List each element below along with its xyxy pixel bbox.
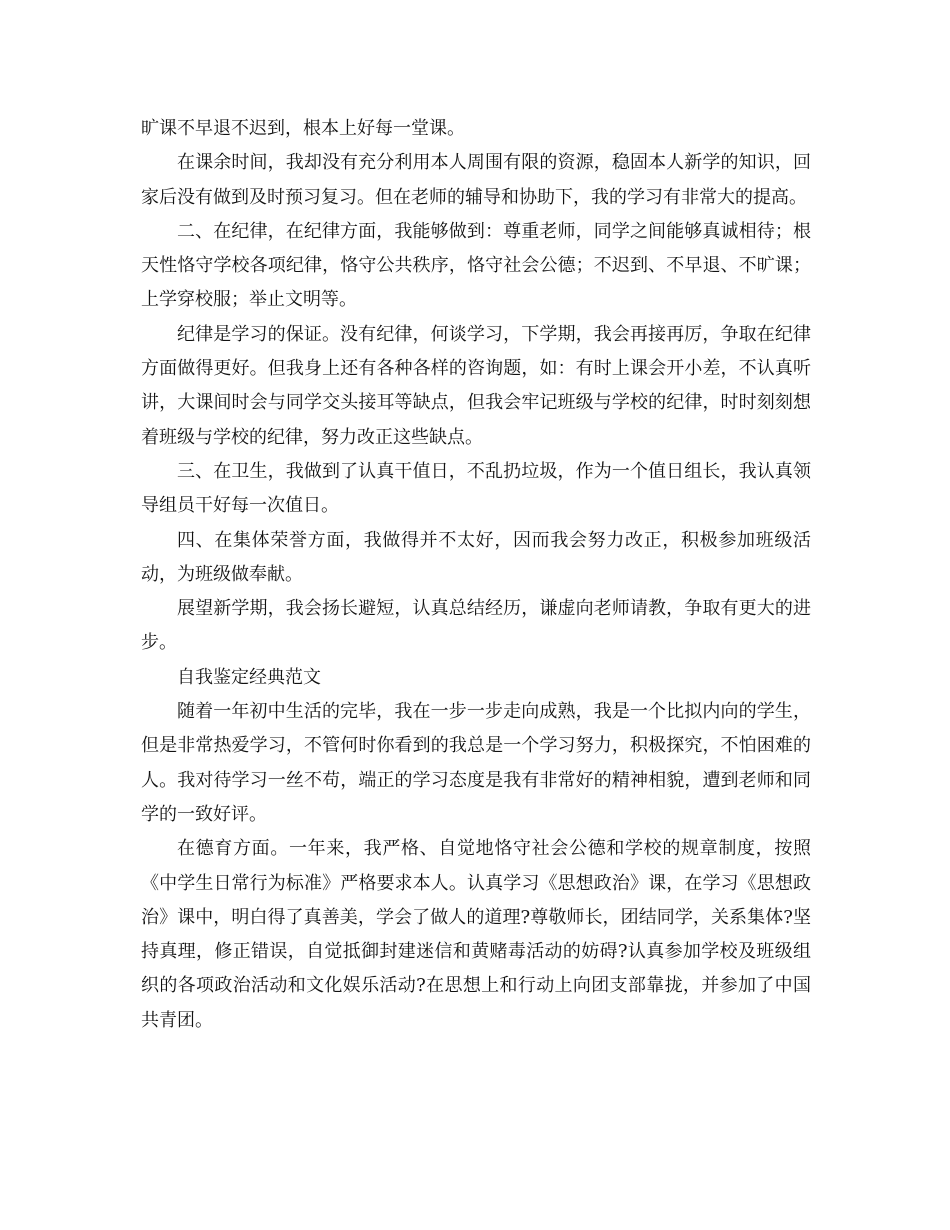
- paragraph-discipline: 二、在纪律，在纪律方面，我能够做到：尊重老师，同学之间能够真诚相待；根天性恪守学校各项纪律，恪守公共秩序，恪守社会公德；不迟到、不早退、不旷课；上学穿校服；举止文明等。: [141, 220, 811, 311]
- paragraph-introduction: 随着一年初中生活的完毕，我在一步一步走向成熟，我是一个比拟内向的学生，但是非常热爱学习，不管何时你看到的我总是一个学习努力，积极探究，不怕困难的人。我对待学习一丝不苟，端正的学习态度是我有非常好的精神相貌，遭到老师和同学的一致好评。: [141, 701, 811, 825]
- paragraph-after-class: 在课余时间，我却没有充分利用本人周围有限的资源，稳固本人新学的知识，回家后没有做到及时预习复习。但在老师的辅导和协助下，我的学习有非常大的提高。: [141, 152, 811, 208]
- paragraph-outlook: 展望新学期，我会扬长避短，认真总结经历，谦虚向老师请教，争取有更大的进步。: [141, 598, 811, 654]
- paragraph-hygiene: 三、在卫生，我做到了认真干值日，不乱扔垃圾，作为一个值日组长，我认真领导组员干好每一次值日。: [141, 460, 811, 517]
- paragraph-attendance-continued: 旷课不早退不迟到，根本上好每一堂课。: [141, 118, 465, 139]
- document-body: [141, 112, 811, 1038]
- paragraph-collective-honor: 四、在集体荣誉方面，我做得并不太好，因而我会努力改正，积极参加班级活动，为班级做奉献。: [141, 529, 811, 585]
- paragraph-discipline-reflection: 纪律是学习的保证。没有纪律，何谈学习，下学期，我会再接再厉，争取在纪律方面做得更好。但我身上还有各种各样的咨询题，如：有时上课会开小差，不认真听讲，大课间时会与同学交头接耳等缺点，但我会牢记班级与学校的纪律，时时刻刻想着班级与学校的纪律，努力改正这些缺点。: [141, 323, 811, 448]
- paragraph-moral-education: 在德育方面。一年来，我严格、自觉地恪守社会公德和学校的规章制度，按照《中学生日常行为标准》严格要求本人。认真学习《思想政治》课，在学习《思想政治》课中，明白得了真善美，学会了做人的道理?尊敬师长，团结同学，关系集体?坚持真理，修正错误，自觉抵御封建迷信和黄赌毒活动的妨碍?认真参加学校及班级组织的各项政治活动和文化娱乐活动?在思想上和行动上向团支部靠拢，并参加了中国共青团。: [141, 838, 812, 1031]
- section-heading-sample: 自我鉴定经典范文: [177, 666, 321, 688]
